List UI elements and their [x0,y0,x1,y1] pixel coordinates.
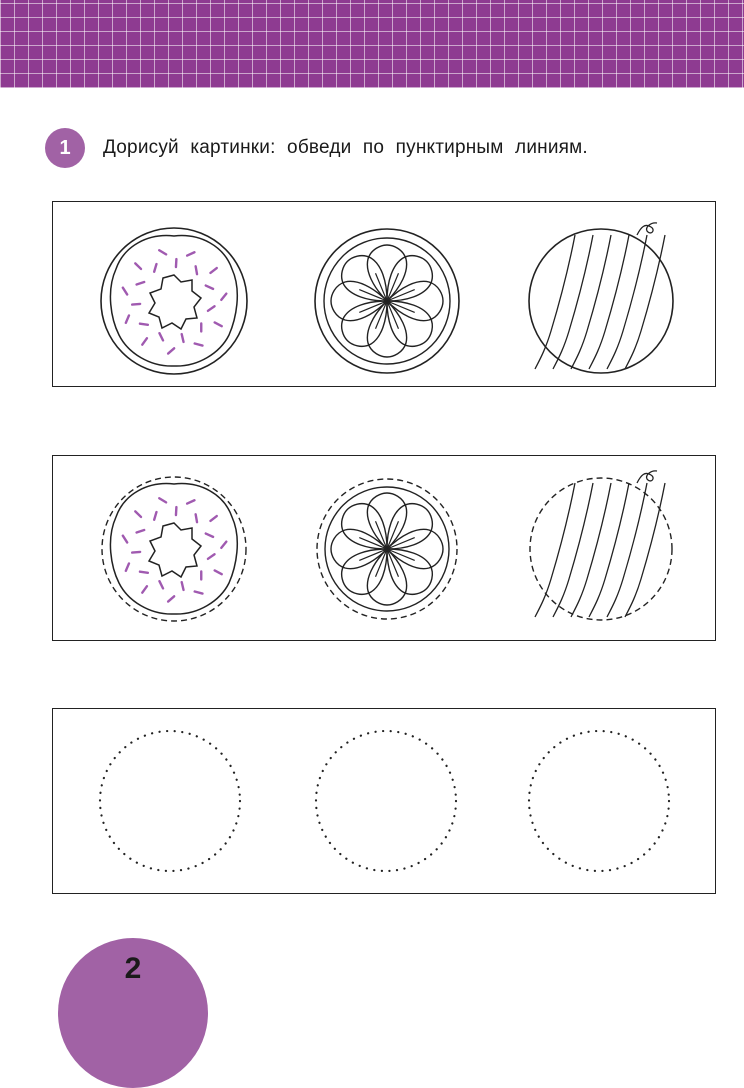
sprinkle [126,315,129,322]
sprinkle [195,344,203,346]
sprinkle [206,534,213,537]
sprinkle [206,286,213,289]
header-grid-band [0,0,744,88]
sprinkle [215,570,222,574]
sprinkle [195,592,203,594]
sprinkle [187,252,194,255]
sprinkle [154,512,156,520]
sprinkle [210,268,216,273]
sprinkle [135,263,141,269]
sprinkle [215,322,222,326]
sprinkle [196,514,197,522]
task-number-badge: 1 [45,128,85,168]
sprinkle [182,334,184,342]
sprinkle [168,348,174,353]
sprinkle [132,552,140,553]
sprinkle [210,516,216,521]
sprinkle [140,324,148,325]
sprinkle [132,304,140,305]
watermelon-stripe [535,483,575,617]
task-instruction: Дорисуй картинки: обведи по пунктирным линиям. [103,137,588,159]
sprinkle [208,306,215,311]
sprinkle [142,586,147,592]
page-number: 2 [58,952,208,986]
sprinkle [221,294,226,300]
citrus-slice-drawing [317,479,457,619]
sprinkle [159,333,163,340]
sprinkle [140,572,148,573]
sprinkle [123,536,127,543]
sprinkle [123,288,127,295]
watermelon-drawing [529,223,673,373]
donut-drawing [102,477,246,621]
sprinkle [187,500,194,503]
sprinkle [137,282,145,284]
sprinkle [135,511,141,517]
sprinkle [196,266,197,274]
citrus-slice-drawing [315,229,459,373]
sprinkle [168,596,174,601]
watermelon-stripe [535,235,575,369]
dotted-circle [529,731,669,871]
sprinkle [182,582,184,590]
dotted-circle [100,731,240,871]
panel-dashed-drawings [52,455,716,641]
sprinkle [154,264,156,272]
sprinkle [159,581,163,588]
panel-dotted-circles [52,708,716,894]
sprinkle [142,338,147,344]
task-heading [45,128,588,168]
sprinkle [126,563,129,570]
sprinkle [208,554,215,559]
donut-drawing [101,228,247,374]
sprinkle [159,250,166,254]
sprinkle [221,542,226,548]
sprinkle [137,530,145,532]
dotted-circle [316,731,456,871]
panel-complete-drawings [52,201,716,387]
sprinkle [159,498,166,502]
watermelon-drawing [530,471,672,620]
